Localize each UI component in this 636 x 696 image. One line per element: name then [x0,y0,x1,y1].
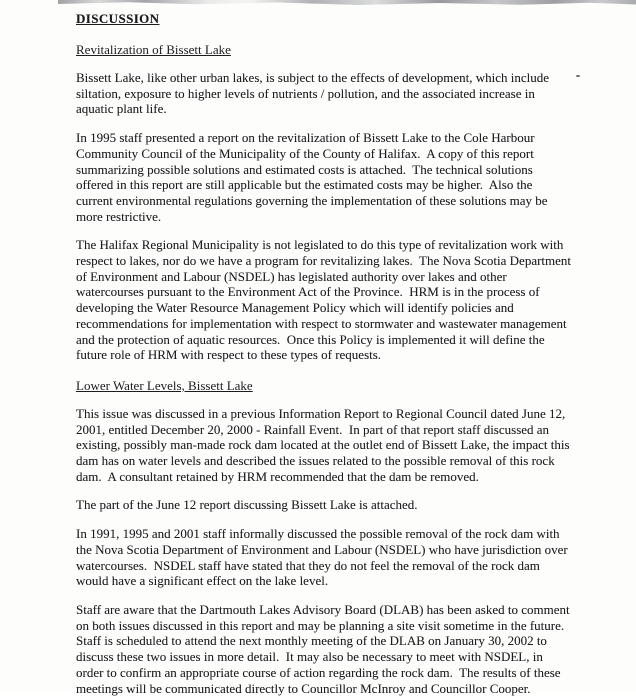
paragraph-revitalization-1: Bissett Lake, like other urban lakes, is subject to the effects of development, which include siltation, exposure to higher levels of nutrients / pollution, and the associated increase in aquatic plant life. [76,70,553,117]
section-revitalization [76,42,575,363]
section-lower-water-levels [76,378,572,696]
scan-artifact-top-edge [58,0,636,5]
section-heading-revitalization: Revitalization of Bissett Lake [76,42,231,57]
paragraph-lower-water-2: The part of the June 12 report discussing Bissett Lake is attached. [76,497,418,513]
section-heading-lower-water-levels: Lower Water Levels, Bissett Lake [76,377,253,393]
scan-artifact-speck [576,75,580,77]
paragraph-revitalization-3: The Halifax Regional Municipality is not legislated to do this type of revitalization work with respect to lakes, nor do we have a program for revitalizing lakes. The Nova Scotia Department of Environment and Labour (NSDEL) has legislated authority over lakes and other watercourses pursuant to the Environment Act of the Province. HRM is in the process of developing the Water Resource Management Policy which will identify policies and recommendations for implementation with respect to stormwater and wastewater management and the protection of aquatic resources. Once this Policy is implemented it will define the future role of HRM with respect to these types of requests. [76,237,575,363]
document-title: DISCUSSION [76,11,160,26]
paragraph-lower-water-3: In 1991, 1995 and 2001 staff informally discussed the possible removal of the rock dam with the Nova Scotia Department of Environment and Labour (NSDEL) who have jurisdiction over watercourses. NSDEL staff have stated that they do not feel the removal of the rock dam would have a significant effect on the lake level. [76,526,571,589]
paragraph-lower-water-1: This issue was discussed in a previous Information Report to Regional Council dated June 12, 2001, entitled December 20, 2000 - Rainfall Event. In part of that report staff discussed an existing, possibly man-made rock dam located at the outlet end of Bissett Lake, the impact this dam has on water levels and described the issues related to the possible removal of this rock dam. A consultant retained by HRM recommended that the dam be removed. [76,405,573,484]
paragraph-revitalization-2: In 1995 staff presented a report on the revitalization of Bissett Lake to the Cole Harbour Community Council of the Municipality of the County of Halifax. A copy of this report summarizing possible solutions and estimated costs is attached. The technical solutions offered in this report are still applicable but the estimated costs may be higher. Also the current environmental regulations governing the implementation of these solutions may be more restrictive. [76,130,551,224]
paragraph-lower-water-4: Staff are aware that the Dartmouth Lakes Advisory Board (DLAB) has been asked to comment on both issues discussed in this report and may be planning a site visit sometime in the future. Staff is scheduled to attend the next monthly meeting of the DLAB on January 30, 2002 to discuss these two issues in more detail. It may also be necessary to meet with NSDEL, in order to confirm an appropriate course of action regarding the rock dam. The results of these meetings will be communicated directly to Councillor McInroy and Councillor Cooper. [76,601,573,696]
